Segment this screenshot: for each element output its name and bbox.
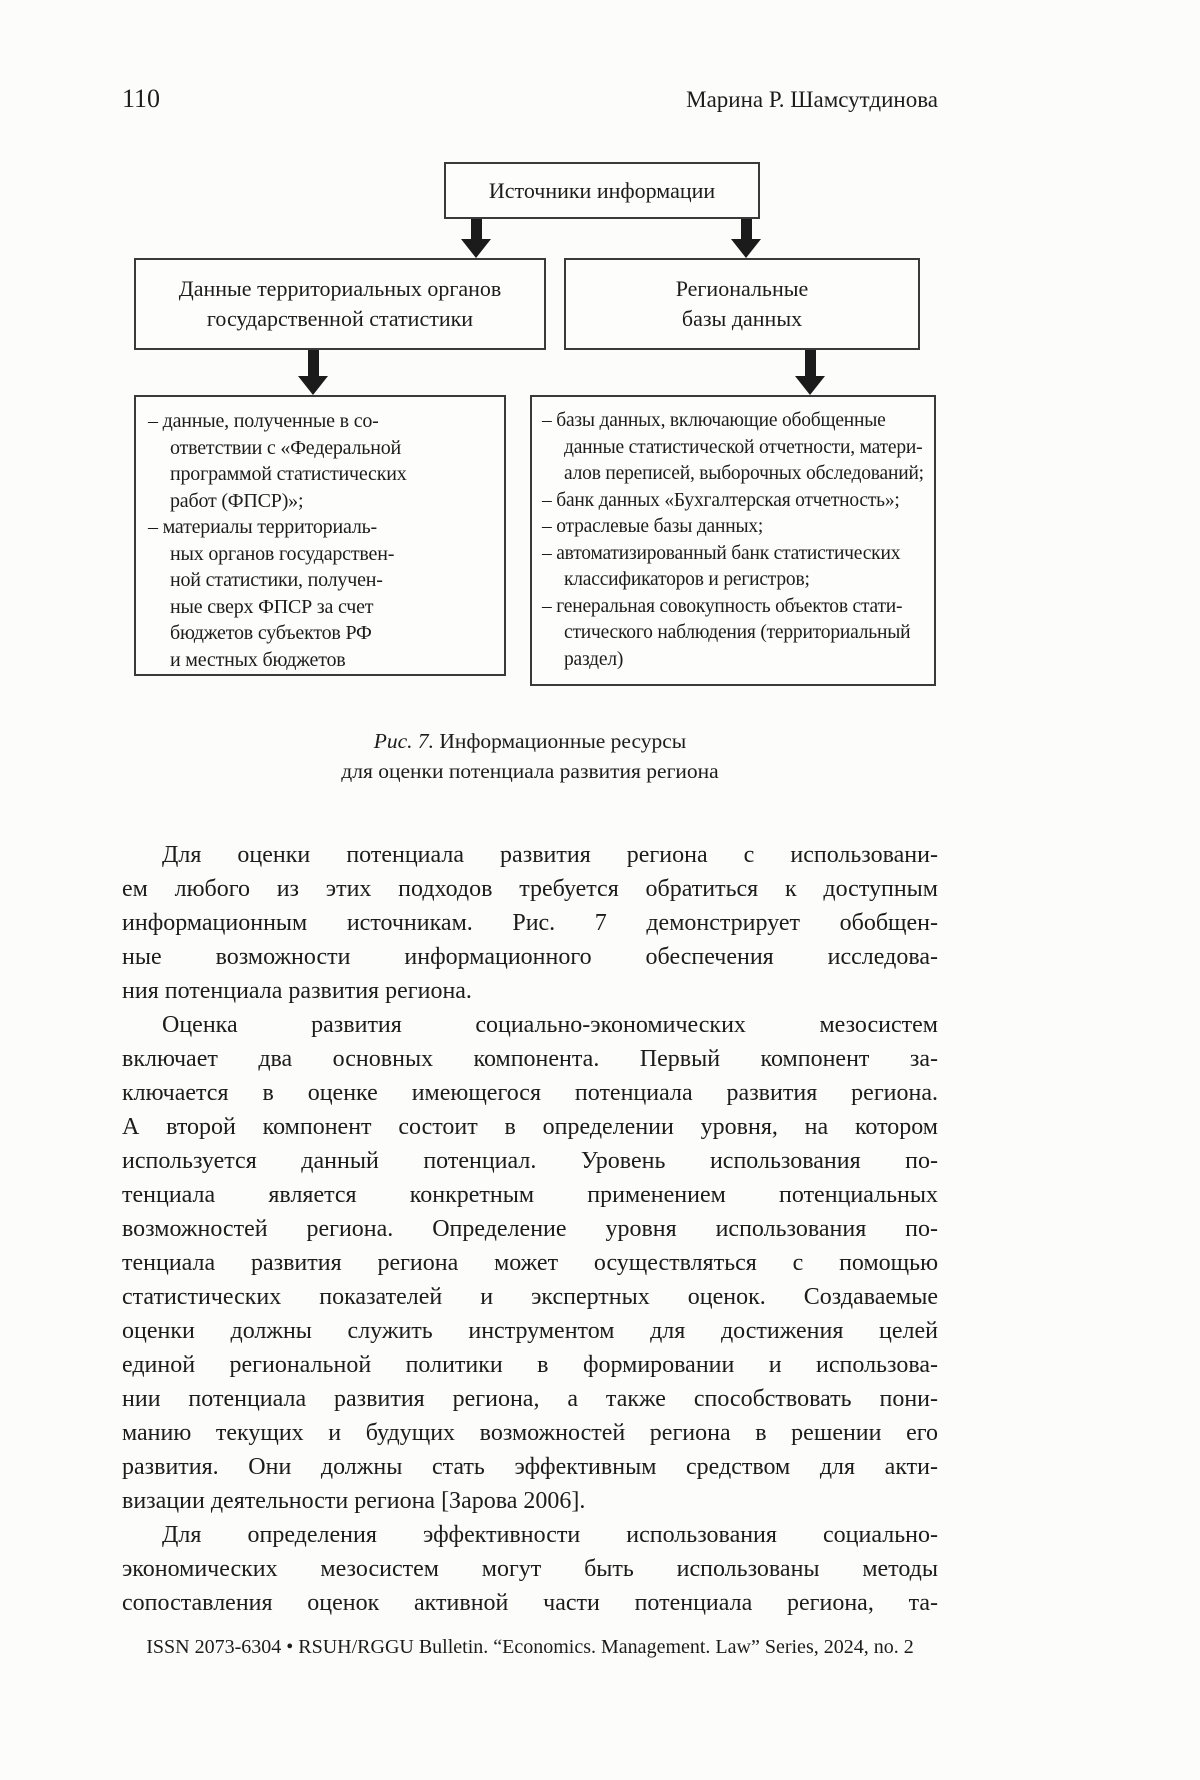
arrow-head <box>795 376 825 395</box>
arrow-head <box>461 239 491 258</box>
text-line: Региональные <box>675 276 809 301</box>
arrow-head <box>298 376 328 395</box>
root-box-label: Источники информации <box>488 177 716 203</box>
arrow-down-icon <box>298 350 328 395</box>
text-line: возможностей региона. Определение уровня использования по- <box>122 1216 938 1242</box>
arrow-shaft <box>805 350 816 376</box>
text-line: ключается в оценке имеющегося потенциала развития региона. <box>122 1080 938 1106</box>
paragraph <box>122 1518 938 1620</box>
text-line: используется данный потенциал. Уровень использования по- <box>122 1148 938 1174</box>
text-line: Оценка развития социально-экономических мезосистем <box>162 1012 938 1038</box>
figure-caption-line1-rest: Информационные ресурсы <box>434 729 687 753</box>
text-line: сопоставления оценок активной части потенциала региона, та- <box>122 1590 938 1616</box>
text-line: тенциала развития региона может осуществляться с помощью <box>122 1250 938 1276</box>
left-branch-list-box <box>134 395 506 676</box>
text-line: – материалы территориаль- <box>148 516 377 538</box>
text-line: раздел) <box>564 648 624 670</box>
text-line: алов переписей, выборочных обследований; <box>564 463 924 484</box>
left-branch-title-box <box>134 258 546 350</box>
text-line: развития. Они должны стать эффективным средством для акти- <box>122 1454 938 1480</box>
text-line: ных органов государствен- <box>170 542 395 565</box>
text-line: программой статистических <box>170 463 407 485</box>
figure-caption <box>122 726 938 786</box>
text-line: – данные, полученные в со- <box>148 410 379 432</box>
arrow-down-icon <box>461 219 491 258</box>
text-line: – генеральная совокупность объектов стати- <box>542 595 903 617</box>
text-line: стического наблюдения (территориальный <box>564 622 911 643</box>
paragraph <box>122 1008 938 1518</box>
text-line: ния потенциала развития региона. <box>122 978 472 1004</box>
text-line: бюджетов субъектов РФ <box>170 622 372 644</box>
text-line: единой региональной политики в формировании и использова- <box>122 1352 938 1378</box>
text-line: – банк данных «Бухгалтерская отчетность»; <box>542 489 900 511</box>
text-line: ные сверх ФПСР за счет <box>170 595 374 618</box>
text-line: классификаторов и регистров; <box>564 569 810 590</box>
running-author: Марина Р. Шамсутдинова <box>686 87 938 112</box>
text-line: экономических мезосистем могут быть использованы методы <box>122 1556 938 1582</box>
arrow-down-icon <box>795 350 825 395</box>
paragraph <box>122 838 938 1008</box>
text-line: ной статистики, получен- <box>170 569 383 591</box>
text-line: – автоматизированный банк статистических <box>542 542 901 564</box>
text-line: ответствии с «Федеральной <box>170 436 402 459</box>
text-line: визации деятельности региона [Зарова 2006]. <box>122 1488 586 1514</box>
text-line: работ (ФПСР)»; <box>170 489 304 512</box>
text-line: оценки должны служить инструментом для достижения целей <box>122 1318 938 1344</box>
text-line: ные возможности информационного обеспечения исследова- <box>122 944 938 970</box>
arrow-shaft <box>308 350 319 376</box>
figure-diagram <box>0 0 1200 700</box>
figure-caption-line1 <box>122 726 938 756</box>
text-line: Для оценки потенциала развития региона с использовани- <box>162 842 938 868</box>
text-line: государственной статистики <box>206 306 474 331</box>
text-line: тенциала является конкретным применением потенциальных <box>122 1182 938 1208</box>
diagram-root-box <box>444 162 760 219</box>
text-line: – базы данных, включающие обобщенные <box>542 410 886 431</box>
arrow-down-icon <box>731 219 761 258</box>
text-line: и местных бюджетов <box>170 648 346 671</box>
journal-footer: ISSN 2073-6304 • RSUH/RGGU Bulletin. “Economics. Management. Law” Series, 2024, no. 2 <box>146 1636 914 1658</box>
text-line: ем любого из этих подходов требуется обратиться к доступным <box>122 876 938 902</box>
figure-label: Рис. 7. <box>373 729 435 753</box>
right-branch-title-box <box>564 258 920 350</box>
text-line: – отраслевые базы данных; <box>542 516 764 537</box>
text-line: манию текущих и будущих возможностей региона в решении его <box>122 1420 938 1446</box>
text-line: включает два основных компонента. Первый компонент за- <box>122 1046 938 1072</box>
text-line: базы данных <box>681 306 803 331</box>
text-line: Данные территориальных органов <box>178 276 502 301</box>
figure-caption-line2: для оценки потенциала развития региона <box>341 759 719 783</box>
arrow-shaft <box>741 219 752 239</box>
right-branch-list-box <box>530 395 936 686</box>
text-line: статистических показателей и экспертных оценок. Создаваемые <box>122 1284 938 1310</box>
arrow-shaft <box>471 219 482 239</box>
body-text <box>122 838 938 1620</box>
text-line: А второй компонент состоит в определении уровня, на котором <box>122 1114 938 1140</box>
text-line: данные статистической отчетности, матери- <box>564 436 923 458</box>
text-line: информационным источникам. Рис. 7 демонстрирует обобщен- <box>122 910 938 936</box>
arrow-head <box>731 239 761 258</box>
page-number: 110 <box>122 84 161 113</box>
text-line: Для определения эффективности использования социально- <box>162 1522 938 1548</box>
text-line: нии потенциала развития региона, а также способствовать пони- <box>122 1386 938 1412</box>
